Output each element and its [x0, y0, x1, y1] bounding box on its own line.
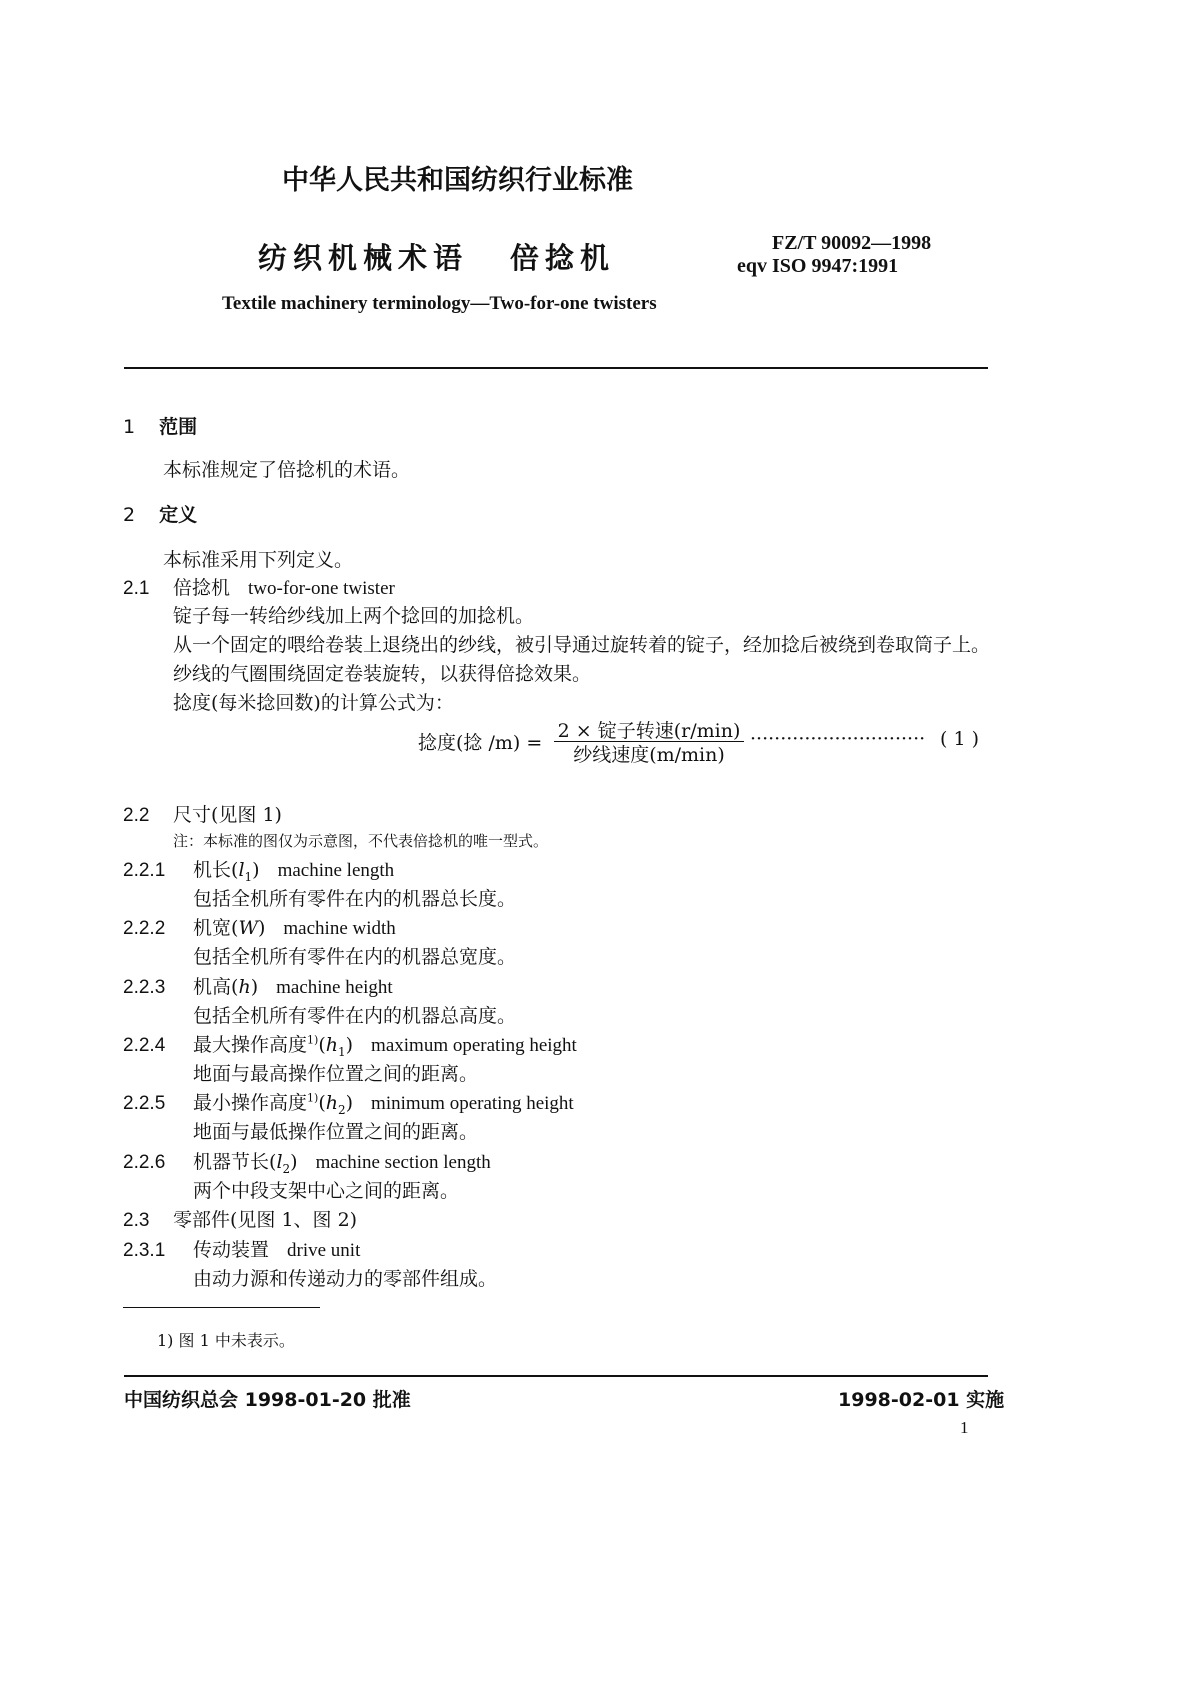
clause-number: 2.2.2 [123, 918, 166, 939]
clause-2-1 [123, 573, 395, 600]
clause-number: 2.2.3 [123, 977, 166, 998]
clause-2-2-3 [123, 972, 393, 999]
clause-2-2 [123, 800, 282, 827]
page-number: 1 [960, 1418, 969, 1437]
formula-lhs: 捻度(捻 /m) = [418, 732, 543, 754]
section-1-text: 本标准规定了倍捻机的术语。 [163, 459, 411, 481]
title-cn-main: 纺织机械术语 [258, 241, 469, 275]
definition-line: 由动力源和传递动力的零部件组成。 [193, 1268, 498, 1290]
definition-line: 两个中段支架中心之间的距离。 [193, 1180, 460, 1202]
term-en: machine section length [315, 1152, 491, 1173]
title-cn-sub: 倍捻机 [510, 241, 616, 275]
clause-title: 尺寸(见图 1) [173, 804, 282, 826]
section-2-text: 本标准采用下列定义。 [163, 549, 354, 571]
term-en: machine length [277, 860, 395, 881]
definition-line: 包括全机所有零件在内的机器总宽度。 [193, 946, 517, 968]
paren-open: ( [231, 976, 239, 998]
section-number: 1 [123, 416, 136, 438]
paren-open: ( [318, 1034, 326, 1056]
section-number: 2 [123, 504, 136, 526]
implementation-date: 1998-02-01 实施 [838, 1389, 1005, 1411]
formula-leader: ····························· [750, 728, 926, 750]
paren-open: ( [231, 859, 239, 881]
definition-line: 捻度(每米捻回数)的计算公式为： [173, 692, 454, 714]
term-cn: 机器节长 [193, 1151, 270, 1173]
term-cn: 最大操作高度 [193, 1034, 308, 1056]
standard-code: FZ/T 90092—1998 [772, 232, 932, 254]
paren-close: ) [250, 976, 259, 998]
symbol-subscript: 1 [244, 869, 253, 884]
paren-close: ) [252, 859, 260, 881]
issuing-standard-body: 中华人民共和国纺织行业标准 [282, 165, 633, 196]
clause-2-2-2 [123, 913, 396, 940]
term-cn: 传动装置 [193, 1239, 270, 1261]
definition-line: 从一个固定的喂给卷装上退绕出的纱线，被引导通过旋转着的锭子，经加捻后被绕到卷取筒子上。 [173, 634, 991, 656]
equivalence-code: eqv ISO 9947:1991 [737, 255, 899, 277]
definition-line: 包括全机所有零件在内的机器总长度。 [193, 888, 517, 910]
term-cn: 机宽 [193, 917, 232, 939]
clause-number: 2.2.1 [123, 860, 166, 881]
clause-2-3 [123, 1205, 357, 1232]
term-symbol: l [238, 859, 245, 881]
paren-close: ) [290, 1151, 298, 1173]
paren-open: ( [269, 1151, 277, 1173]
clause-2-2-6 [123, 1147, 491, 1176]
paren-close: ) [345, 1092, 354, 1114]
document-title-en: Textile machinery terminology—Two-for-one twisters [222, 293, 657, 314]
term-cn: 最小操作高度 [193, 1092, 308, 1114]
section-2-heading [123, 500, 197, 527]
clause-number: 2.1 [123, 578, 150, 599]
term-cn: 倍捻机 [173, 577, 231, 599]
term-en: machine width [283, 918, 396, 939]
section-1-heading [123, 412, 197, 439]
formula-denominator: 纱线速度(m/min) [573, 744, 725, 766]
footnote-ref: 1) [307, 1033, 319, 1047]
header-divider [124, 367, 988, 369]
clause-2-2-4 [123, 1030, 577, 1059]
clause-title: 零部件(见图 1、图 2) [173, 1209, 358, 1231]
symbol-subscript: 1 [337, 1044, 346, 1059]
term-symbol: W [238, 917, 258, 939]
footnote-ref: 1) [307, 1091, 319, 1105]
clause-number: 2.2.5 [123, 1093, 166, 1114]
footer-divider [124, 1375, 988, 1377]
definition-line: 纱线的气圈围绕固定卷装旋转，以获得倍捻效果。 [173, 663, 592, 685]
term-symbol: h [325, 1092, 338, 1114]
term-en: drive unit [287, 1240, 361, 1261]
paren-close: ) [257, 917, 266, 939]
term-en: two-for-one twister [248, 578, 395, 599]
section-title: 范围 [159, 416, 198, 438]
term-cn: 机长 [193, 859, 232, 881]
paren-close: ) [345, 1034, 354, 1056]
clause-2-2-5 [123, 1088, 574, 1117]
term-cn: 机高 [193, 976, 232, 998]
definition-line: 包括全机所有零件在内的机器总高度。 [193, 1005, 517, 1027]
symbol-subscript: 2 [337, 1102, 346, 1117]
definition-line: 锭子每一转给纱线加上两个捻回的加捻机。 [173, 605, 535, 627]
paren-open: ( [318, 1092, 326, 1114]
formula-numerator: 2 × 锭子转速(r/min) [557, 720, 741, 742]
term-symbol: h [238, 976, 251, 998]
approval-date: 中国纺织总会 1998-01-20 批准 [124, 1389, 411, 1411]
clause-number: 2.2.4 [123, 1035, 166, 1056]
definition-line: 地面与最高操作位置之间的距离。 [193, 1063, 479, 1085]
clause-number: 2.3.1 [123, 1240, 166, 1261]
clause-number: 2.2 [123, 805, 150, 826]
footnote: 1) 图 1 中未表示。 [157, 1331, 295, 1350]
definition-line: 地面与最低操作位置之间的距离。 [193, 1121, 479, 1143]
clause-number: 2.3 [123, 1210, 150, 1231]
footnote-divider [123, 1307, 320, 1308]
term-en: minimum operating height [371, 1093, 574, 1114]
section-title: 定义 [159, 504, 198, 526]
clause-2-2-1 [123, 855, 394, 884]
equation-number: ( 1 ) [940, 728, 979, 750]
note: 注：本标准的图仅为示意图，不代表倍捻机的唯一型式。 [173, 832, 549, 850]
term-symbol: h [325, 1034, 338, 1056]
paren-open: ( [231, 917, 239, 939]
clause-2-3-1 [123, 1235, 360, 1262]
clause-number: 2.2.6 [123, 1152, 166, 1173]
term-en: machine height [276, 977, 393, 998]
term-symbol: l [276, 1151, 283, 1173]
symbol-subscript: 2 [282, 1161, 291, 1176]
term-en: maximum operating height [371, 1035, 577, 1056]
document-title-cn [258, 236, 615, 277]
